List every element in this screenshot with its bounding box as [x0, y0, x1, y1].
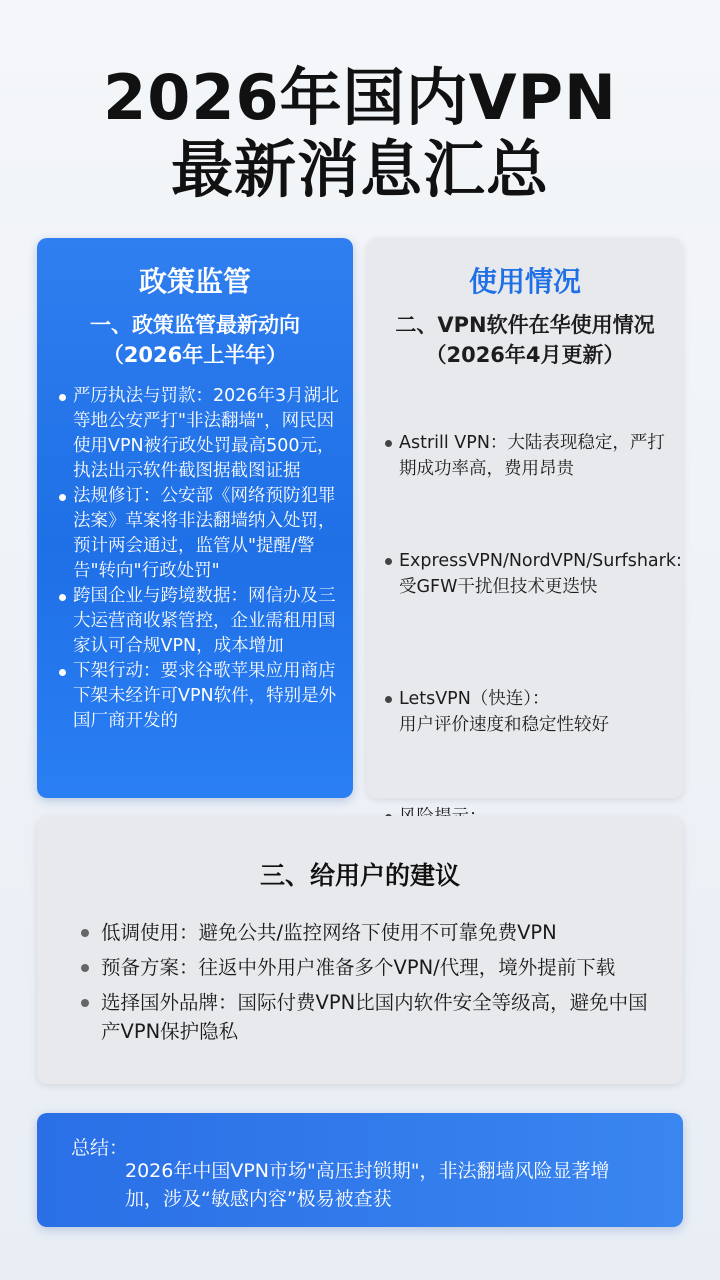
title-line-2: 最新消息汇总: [170, 133, 549, 206]
policy-item-removal: 下架行动：要求谷歌苹果应用商店下架未经许可VPN软件，特别是外国厂商开发的: [59, 659, 339, 734]
policy-card-subtitle: [37, 310, 353, 370]
policy-subtitle-line-2: （2026年上半年）: [102, 343, 288, 367]
usage-item-astrill-line-2: 期成功率高，费用昂贵: [399, 459, 574, 479]
usage-item-letsvpn-line-1: LetsVPN（快连）：: [399, 689, 550, 709]
policy-item-enforcement: 严厉执法与罚款：2026年3月湖北等地公安严打"非法翻墙"，网民因使用VPN被行政处罚最高500元，执法出示软件截图据截图证据: [59, 384, 339, 484]
usage-item-astrill-line-1: Astrill VPN：大陆表现稳定，严打: [399, 433, 665, 453]
advice-item-foreign-brand: 选择国外品牌：国际付费VPN比国内软件安全等级高，避免中国产VPN保护隐私: [81, 988, 653, 1046]
advice-list: [81, 918, 653, 1052]
usage-card: [367, 238, 683, 798]
summary-card: [37, 1113, 683, 1227]
policy-subtitle-line-1: 一、政策监管最新动向: [90, 313, 300, 337]
title-line-1: 2026年国内VPN: [103, 61, 617, 134]
usage-card-subtitle: [367, 310, 683, 370]
advice-item-backup: 预备方案：往返中外用户准备多个VPN/代理，境外提前下载: [81, 953, 653, 982]
summary-label: 总结：: [71, 1137, 129, 1159]
summary-text: 2026年中国VPN市场"高压封锁期"，非法翻墙风险显著增加，涉及“敏感内容”极易被查获: [125, 1160, 610, 1210]
policy-list: [59, 384, 339, 734]
policy-item-cross-border: 跨国企业与跨境数据：网信办及三大运营商收紧管控，企业需租用国家认可合规VPN，成本增加: [59, 584, 339, 659]
advice-card: [37, 816, 683, 1084]
usage-card-heading: 使用情况: [468, 265, 581, 298]
usage-item-letsvpn: [385, 686, 701, 738]
usage-item-astrill: [385, 430, 701, 482]
policy-card-heading: 政策监管: [138, 265, 251, 298]
policy-item-regulation: 法规修订：公安部《网络预防犯罪法案》草案将非法翻墙纳入处罚，预计两会通过，监管从"提醒/警告"转向"行政处罚": [59, 484, 339, 584]
page-title: [0, 62, 720, 206]
usage-item-express-line-1: ExpressVPN/NordVPN/Surfshark:: [399, 551, 682, 571]
usage-item-express-line-2: 受GFW干扰但技术更迭快: [399, 577, 598, 597]
usage-subtitle-line-2: （2026年4月更新）: [425, 343, 625, 367]
usage-subtitle-line-1: 二、VPN软件在华使用情况: [395, 313, 655, 337]
advice-item-low-profile: 低调使用：避免公共/监控网络下使用不可靠免费VPN: [81, 918, 653, 947]
advice-card-heading: 三、给用户的建议: [259, 861, 460, 890]
usage-item-express: [385, 548, 701, 600]
policy-card: [37, 238, 353, 798]
usage-item-letsvpn-line-2: 用户评价速度和稳定性较好: [399, 715, 609, 735]
